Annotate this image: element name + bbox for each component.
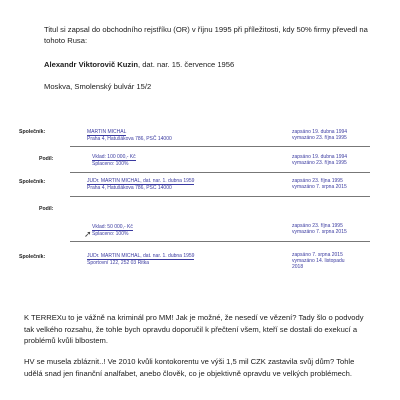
commentary-paragraph-1 bbox=[24, 312, 394, 347]
intro-line-2: tohoto Rusa: bbox=[44, 36, 88, 45]
intro-line-1: Titul si zapsal do obchodního rejstříku (OR) v říjnu 1995 při příležitosti, kdy 50% firmy převedl na bbox=[44, 25, 368, 34]
register-deleted-5: vymazáno 14. listopadu bbox=[292, 258, 345, 264]
register-divider bbox=[70, 241, 370, 242]
register-deleted-3: vymazáno 7. srpna 2015 bbox=[292, 184, 347, 190]
register-label-1: Společník: bbox=[19, 129, 46, 135]
register-share-paid-2: Splaceno: 100% bbox=[92, 231, 129, 237]
register-deleted-1: vymazáno 23. října 1995 bbox=[292, 135, 347, 141]
paragraph-2-line-1: HV se musela zbláznit..! Ve 2010 kvůli kontokorentu ve výši 1,5 mil CZK zastavila svůj dům? Tohle bbox=[24, 357, 355, 366]
register-deleted-4: vymazáno 7. srpna 2015 bbox=[292, 229, 347, 235]
paragraph-1-line-2: tak velkého rozsahu, že tohle bych opravdu doporučil k přečtení všem, kteří se dostali do exekucí a bbox=[24, 324, 358, 334]
person-name: Alexandr Viktorovič Kuzin bbox=[44, 60, 138, 69]
commentary-paragraph-2 bbox=[24, 356, 394, 379]
cursor-pointer-icon: ➚ bbox=[84, 229, 92, 239]
register-divider bbox=[70, 146, 370, 147]
person-address: Moskva, Smolenský bulvár 15/2 bbox=[44, 82, 152, 91]
register-recorded-4: zapsáno 23. října 1995 bbox=[292, 223, 343, 229]
register-share-deposit-2: Vklad: 50 000,- Kč bbox=[92, 224, 133, 230]
register-deleted-2: vymazáno 23. října 1995 bbox=[292, 160, 347, 166]
paragraph-2-line-2: udělá snad jen finanční analfabet, anebo člověk, co je objektivně opravdu ve velkých problémech. bbox=[24, 368, 353, 378]
register-partner-address-3: Sportovní 122, 252 03 Řitka bbox=[87, 260, 149, 266]
register-divider bbox=[70, 196, 370, 197]
register-label-5: Společník: bbox=[19, 254, 46, 260]
register-share-paid-1: Splaceno: 100% bbox=[92, 161, 129, 167]
register-partner-address-2: Praha 4, Hatušákova 786, PSČ 14000 bbox=[87, 185, 172, 191]
register-recorded-3: zapsáno 23. října 1995 bbox=[292, 178, 343, 184]
register-recorded-1: zapsáno 19. dubna 1994 bbox=[292, 129, 348, 135]
paragraph-1-line-3: problémů kvůli blbostem. bbox=[24, 336, 108, 346]
register-partner-name-1: MARTIN MICHAL bbox=[87, 129, 127, 135]
register-recorded-2: zapsáno 19. dubna 1994 bbox=[292, 154, 348, 160]
paragraph-1-line-1: K TERREXu to je vážně na kriminál pro MM! Jak je možné, že nesedí ve vězení? Tady šlo o podvody bbox=[24, 313, 364, 322]
register-label-4: Podíl: bbox=[39, 206, 54, 212]
person-line bbox=[44, 60, 234, 70]
register-share-deposit-1: Vklad: 100 000,- Kč bbox=[92, 154, 136, 160]
register-deleted-5-year: 2018 bbox=[292, 264, 304, 270]
person-dob: , dat. nar. 15. července 1956 bbox=[137, 60, 235, 69]
register-label-3: Společník: bbox=[19, 179, 46, 185]
register-label-2: Podíl: bbox=[39, 156, 54, 162]
register-partner-name-3: JUDr. MARTIN MICHAL, dat. nar. 1. dubna 1959 bbox=[87, 253, 195, 259]
register-divider bbox=[70, 172, 370, 173]
register-recorded-5: zapsáno 7. srpna 2015 bbox=[292, 252, 343, 258]
register-partner-name-2: JUDr. MARTIN MICHAL, dat. nar. 1. dubna 1959 bbox=[87, 178, 195, 184]
register-partner-address-1: Praha 4, Hatušákova 786, PSČ 14000 bbox=[87, 136, 172, 142]
